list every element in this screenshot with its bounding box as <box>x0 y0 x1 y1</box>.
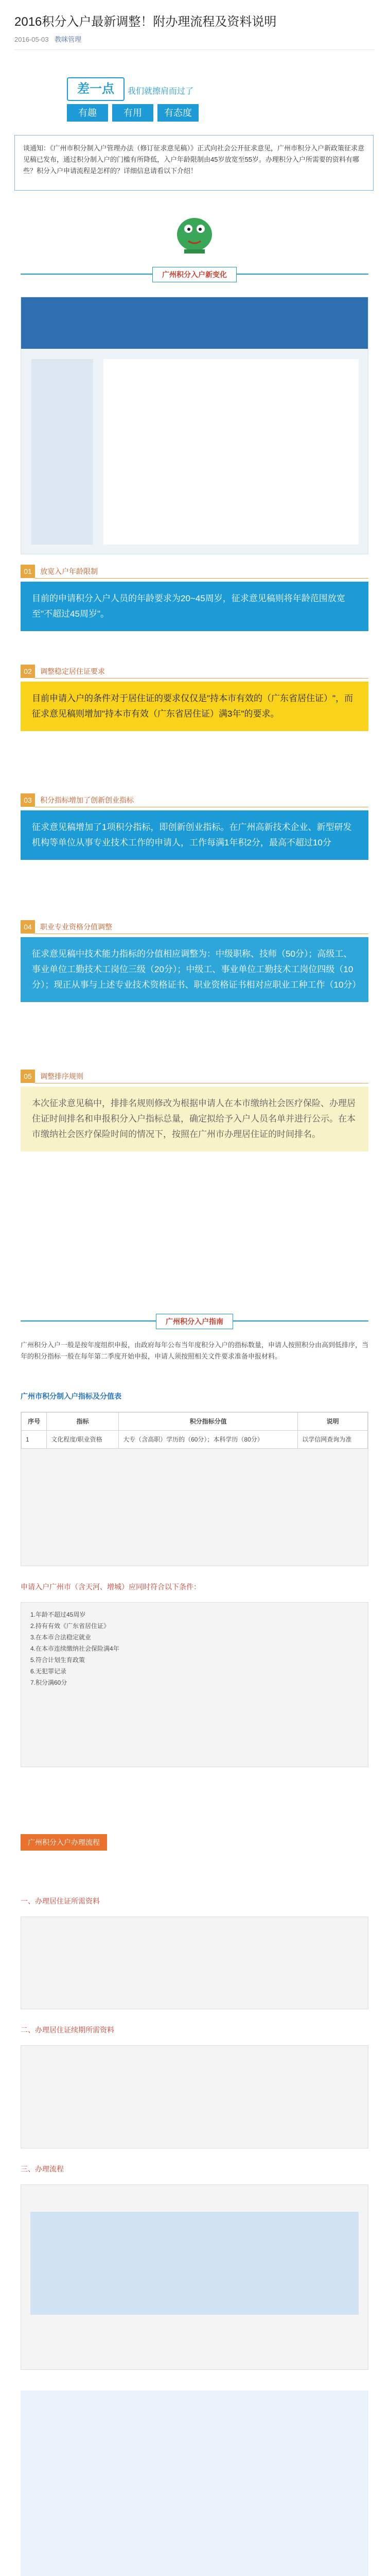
account-name-link[interactable]: 教咪管理 <box>55 36 82 43</box>
section-title: 广州积分入户指南 <box>156 1314 233 1329</box>
point-02 <box>21 665 368 731</box>
point-number: 01 <box>21 565 35 578</box>
site-sidebar <box>31 359 93 545</box>
conditions-title: 申请入户广州市（含天河、增城）应同时符合以下条件： <box>21 1583 201 1591</box>
point-03 <box>21 793 368 860</box>
policy-screenshot <box>21 297 368 554</box>
process-tag: 广州积分入户办理流程 <box>21 1834 107 1851</box>
mascot-icon <box>169 206 220 258</box>
ad-top <box>21 2391 368 2576</box>
follow-button-1[interactable]: 有趣 <box>67 104 108 122</box>
table-header-row <box>22 1413 368 1431</box>
scroll-table-box[interactable] <box>21 1412 368 1566</box>
follow-banner <box>67 77 283 129</box>
site-banner <box>21 297 368 349</box>
table-header-cell: 序号 <box>22 1413 47 1431</box>
condition-item: 7.积分满60分 <box>30 1679 67 1686</box>
materials-box-1[interactable] <box>21 1917 368 2009</box>
point-number: 03 <box>21 793 35 807</box>
point-body: 本次征求意见稿中，排排名规则修改为根据申请人在本市缴纳社会医疗保险、办理居住证时间排名和申报积分入户指标总量，确定拟给予入户人员名单并进行公示。在本市缴纳社会医疗保险时间的情况下，按照在广州市办理居住证的时间排名。 <box>21 1087 368 1151</box>
materials-subtitle-1: 一、办理居住证所需资料 <box>21 1897 100 1905</box>
table-cell: 以学信网查询为准 <box>298 1431 368 1449</box>
follow-text: 我们就擦肩而过了 <box>128 87 194 96</box>
condition-item: 5.符合计划生育政策 <box>30 1656 85 1664</box>
table-header-cell: 积分指标分值 <box>119 1413 298 1431</box>
guide-intro: 广州积分入户一般是按年度组织申报，由政府每年公布当年度积分入户的指标数量，申请人按照积分由高到低排序，当年的积分指标一般在每年第二季度开始申报，申请人须按照相关文件要求准备申报材料。 <box>21 1341 369 1360</box>
guide-subtitle-table: 广州市积分制入户指标及分值表 <box>21 1392 121 1400</box>
materials-subtitle-3: 三、办理流程 <box>21 2165 64 2173</box>
table-cell: 1 <box>22 1431 47 1449</box>
condition-item: 4.在本市连续缴纳社会保险满4年 <box>30 1645 119 1652</box>
point-heading: 职业专业资格分值调整 <box>35 920 368 934</box>
score-table <box>21 1412 368 1449</box>
point-04 <box>21 920 368 1002</box>
section-title: 广州积分入户新变化 <box>152 267 237 282</box>
point-body: 目前的申请积分入户人员的年龄要求为20~45周岁，征求意见稿则将年龄范围放宽至"不超过45周岁"。 <box>21 582 368 631</box>
point-number: 05 <box>21 1070 35 1083</box>
materials-subtitle-2: 二、办理居住证续期所需资料 <box>21 2026 114 2034</box>
article-meta <box>14 34 81 44</box>
point-heading: 调整排序规则 <box>35 1070 368 1083</box>
point-number: 04 <box>21 920 35 934</box>
divider <box>14 49 375 50</box>
section-header-policy <box>0 265 389 283</box>
process-image <box>30 2212 359 2315</box>
follow-button-3[interactable]: 有态度 <box>157 104 199 122</box>
point-body: 征求意见稿中技术能力指标的分值相应调整为：中级职称、技师（50分）；高级工、事业单位工勤技术工岗位三级（20分）；中级工、事业单位工勤技术工岗位四级（10分）；现正从事与上述专业技术资格证书、职业资格证书相对应职业工种工作（10分） <box>21 937 368 1002</box>
article-date: 2016-05-03 <box>14 36 49 43</box>
table-cell: 文化程度/职业资格 <box>47 1431 119 1449</box>
point-05 <box>21 1070 368 1151</box>
point-body: 目前申请入户的条件对于居住证的要求仅仅是"持本市有效的（广东省居住证）"，而征求意见稿则增加"持本市有效（广东省居住证）满3年"的要求。 <box>21 682 368 731</box>
site-content <box>103 359 359 545</box>
condition-item: 2.持有有效《广东省居住证》 <box>30 1622 110 1630</box>
point-number: 02 <box>21 665 35 678</box>
table-cell: 大专（含高职）学历的（60分）；本科学历（80分） <box>119 1431 298 1449</box>
table-header-cell: 说明 <box>298 1413 368 1431</box>
point-01 <box>21 565 368 631</box>
follow-badge: 差一点 <box>67 77 125 101</box>
intro-box: 谈通知：《广州市积分制入户管理办法（修订征求意见稿）》正式向社会公开征求意见，广州市积分入户新政策征求意见稿已发布，通过积分制入户的门槛有所降低，入户年龄限制由45岁放宽至55岁。办理积分入户所需要的资料有哪些？积分入户申请流程是怎样的？详细信息请看以下介绍！ <box>14 135 374 191</box>
point-heading: 调整稳定居住证要求 <box>35 665 368 679</box>
process-box[interactable] <box>21 2184 368 2370</box>
table-row <box>22 1431 368 1449</box>
table-header-cell: 指标 <box>47 1413 119 1431</box>
condition-item: 1.年龄不超过45周岁 <box>30 1611 86 1618</box>
point-heading: 放宽入户年龄限制 <box>35 565 368 579</box>
condition-item: 6.无犯罪记录 <box>30 1668 67 1675</box>
article-title: 2016积分入户最新调整！附办理流程及资料说明 <box>14 15 277 29</box>
condition-item: 3.在本市合法稳定就业 <box>30 1634 92 1641</box>
point-body: 征求意见稿增加了1项积分指标，即创新创业指标。在广州高新技术企业、新型研发机构等单位从事专业技术工作的申请人，工作每满1年积2分，最高不超过10分 <box>21 810 368 860</box>
conditions-box <box>21 1602 368 1767</box>
section-header-guide <box>0 1312 389 1330</box>
point-heading: 积分指标增加了创新创业指标 <box>35 793 368 807</box>
follow-button-2[interactable]: 有用 <box>112 104 153 122</box>
materials-box-2[interactable] <box>21 2045 368 2148</box>
